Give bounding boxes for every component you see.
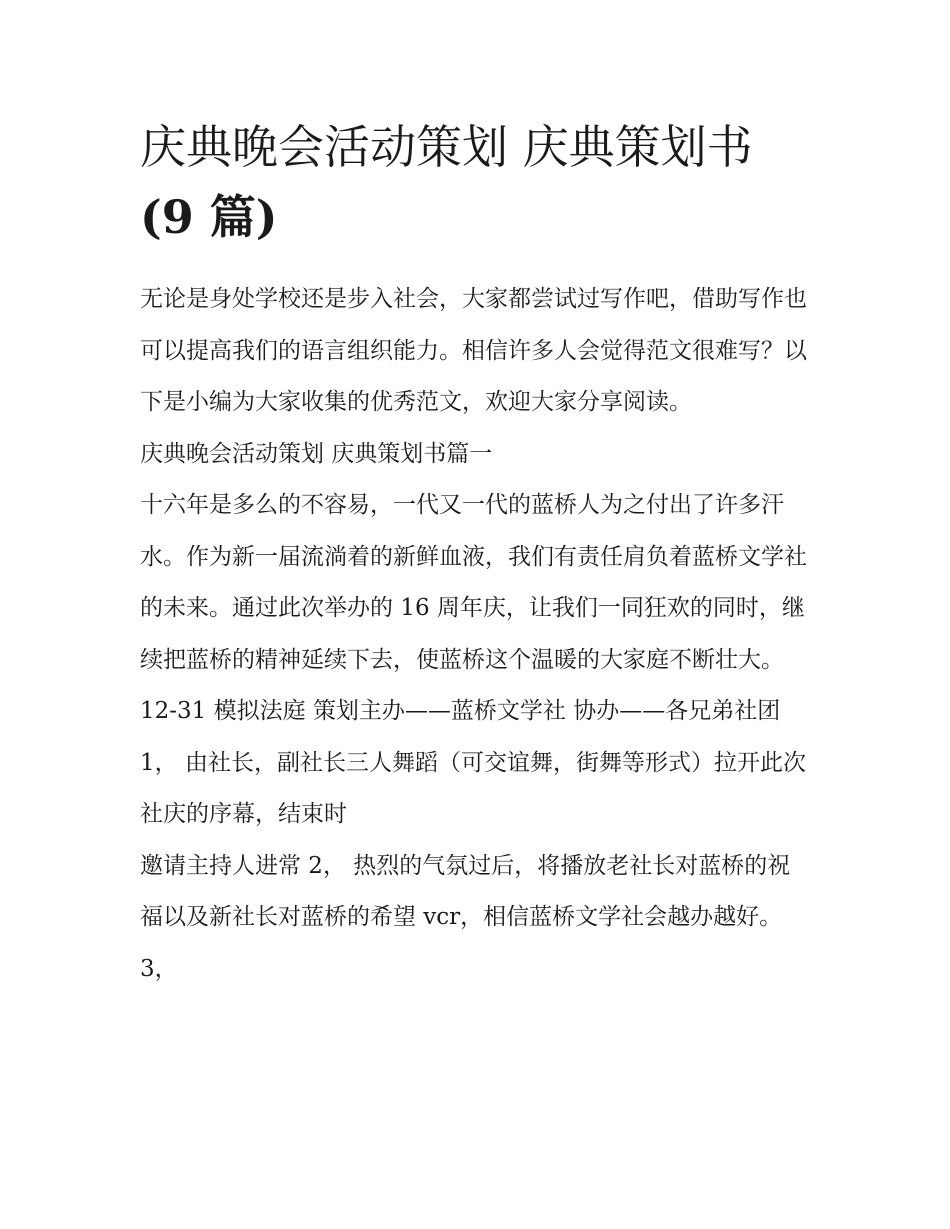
intro-paragraph: 无论是身处学校还是步入社会，大家都尝试过写作吧，借助写作也可以提高我们的语言组织能力。相信许多人会觉得范文很难写？以下是小编为大家收集的优秀范文，欢迎大家分享阅读。 [140, 286, 807, 415]
document-body [140, 274, 812, 995]
body-paragraph: 十六年是多么的不容易，一代又一代的蓝桥人为之付出了许多汗水。作为新一届流淌着的新鲜血液，我们有责任肩负着蓝桥文学社的未来。通过此次举办的 16 周年庆，让我们一同狂欢的同时，继续把蓝桥的精神延续下去，使蓝桥这个温暖的大家庭不断壮大。 [140, 492, 807, 673]
document-title [140, 112, 812, 252]
title-line-2: (9 篇) [140, 190, 278, 244]
title-line-1: 庆典晚会活动策划 庆典策划书 [140, 120, 753, 174]
section-heading: 庆典晚会活动策划 庆典策划书篇一 [140, 440, 493, 467]
body-paragraph: 12-31 模拟法庭 策划主办——蓝桥文学社 协办——各兄弟社团 1， 由社长，副社长三人舞蹈（可交谊舞，街舞等形式）拉开此次社庆的序幕，结束时 [140, 698, 806, 827]
body-paragraph: 邀请主持人进常 2， 热烈的气氛过后，将播放老社长对蓝桥的祝福以及新社长对蓝桥的希望 vcr，相信蓝桥文学社会越办越好。 3， [140, 852, 791, 982]
document-page [140, 112, 812, 995]
